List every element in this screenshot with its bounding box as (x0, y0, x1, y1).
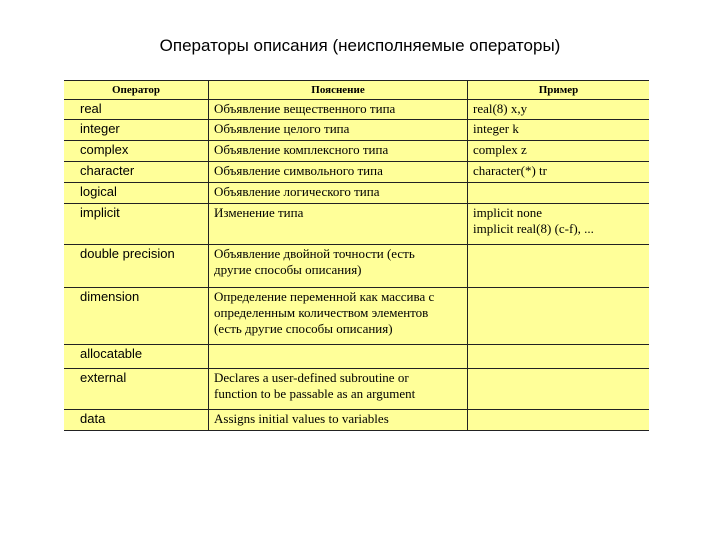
table-row (64, 100, 649, 120)
table-row (64, 410, 649, 431)
operator-cell: character (64, 162, 209, 183)
description-cell: Определение переменной как массива с определенным количеством элементов (есть другие способы описания) (209, 288, 468, 345)
operator-cell: dimension (64, 288, 209, 345)
table-row (64, 183, 649, 204)
table-header-row (64, 81, 649, 100)
example-cell (468, 245, 650, 288)
example-cell: real(8) x,y (468, 100, 650, 120)
example-cell: implicit none implicit real(8) (c-f), ... (468, 204, 650, 245)
example-cell (468, 369, 650, 410)
header-operator: Оператор (64, 81, 209, 100)
description-cell: Assigns initial values to variables (209, 410, 468, 431)
example-cell: character(*) tr (468, 162, 650, 183)
operator-cell: complex (64, 141, 209, 162)
page-title: Операторы описания (неисполняемые операторы) (159, 36, 561, 55)
operator-cell: real (64, 100, 209, 120)
example-cell (468, 345, 650, 369)
description-cell: Объявление комплексного типа (209, 141, 468, 162)
operator-cell: external (64, 369, 209, 410)
operator-cell: logical (64, 183, 209, 204)
operator-cell: allocatable (64, 345, 209, 369)
description-cell: Объявление символьного типа (209, 162, 468, 183)
example-cell: integer k (468, 120, 650, 141)
description-cell (209, 345, 468, 369)
example-cell (468, 410, 650, 431)
header-example: Пример (468, 81, 650, 100)
description-cell: Изменение типа (209, 204, 468, 245)
operator-cell: data (64, 410, 209, 431)
table-row (64, 120, 649, 141)
table-row (64, 162, 649, 183)
header-description: Пояснение (209, 81, 468, 100)
example-cell: complex z (468, 141, 650, 162)
operator-cell: double precision (64, 245, 209, 288)
description-cell: Объявление двойной точности (есть другие способы описания) (209, 245, 468, 288)
operators-table (64, 80, 649, 431)
operator-cell: implicit (64, 204, 209, 245)
description-cell: Объявление вещественного типа (209, 100, 468, 120)
table-row (64, 245, 649, 288)
table-row (64, 345, 649, 369)
operator-cell: integer (64, 120, 209, 141)
table-row (64, 288, 649, 345)
table-row (64, 204, 649, 245)
table-row (64, 141, 649, 162)
example-cell (468, 288, 650, 345)
description-cell: Объявление логического типа (209, 183, 468, 204)
example-cell (468, 183, 650, 204)
description-cell: Declares a user-defined subroutine or function to be passable as an argument (209, 369, 468, 410)
table-row (64, 369, 649, 410)
description-cell: Объявление целого типа (209, 120, 468, 141)
